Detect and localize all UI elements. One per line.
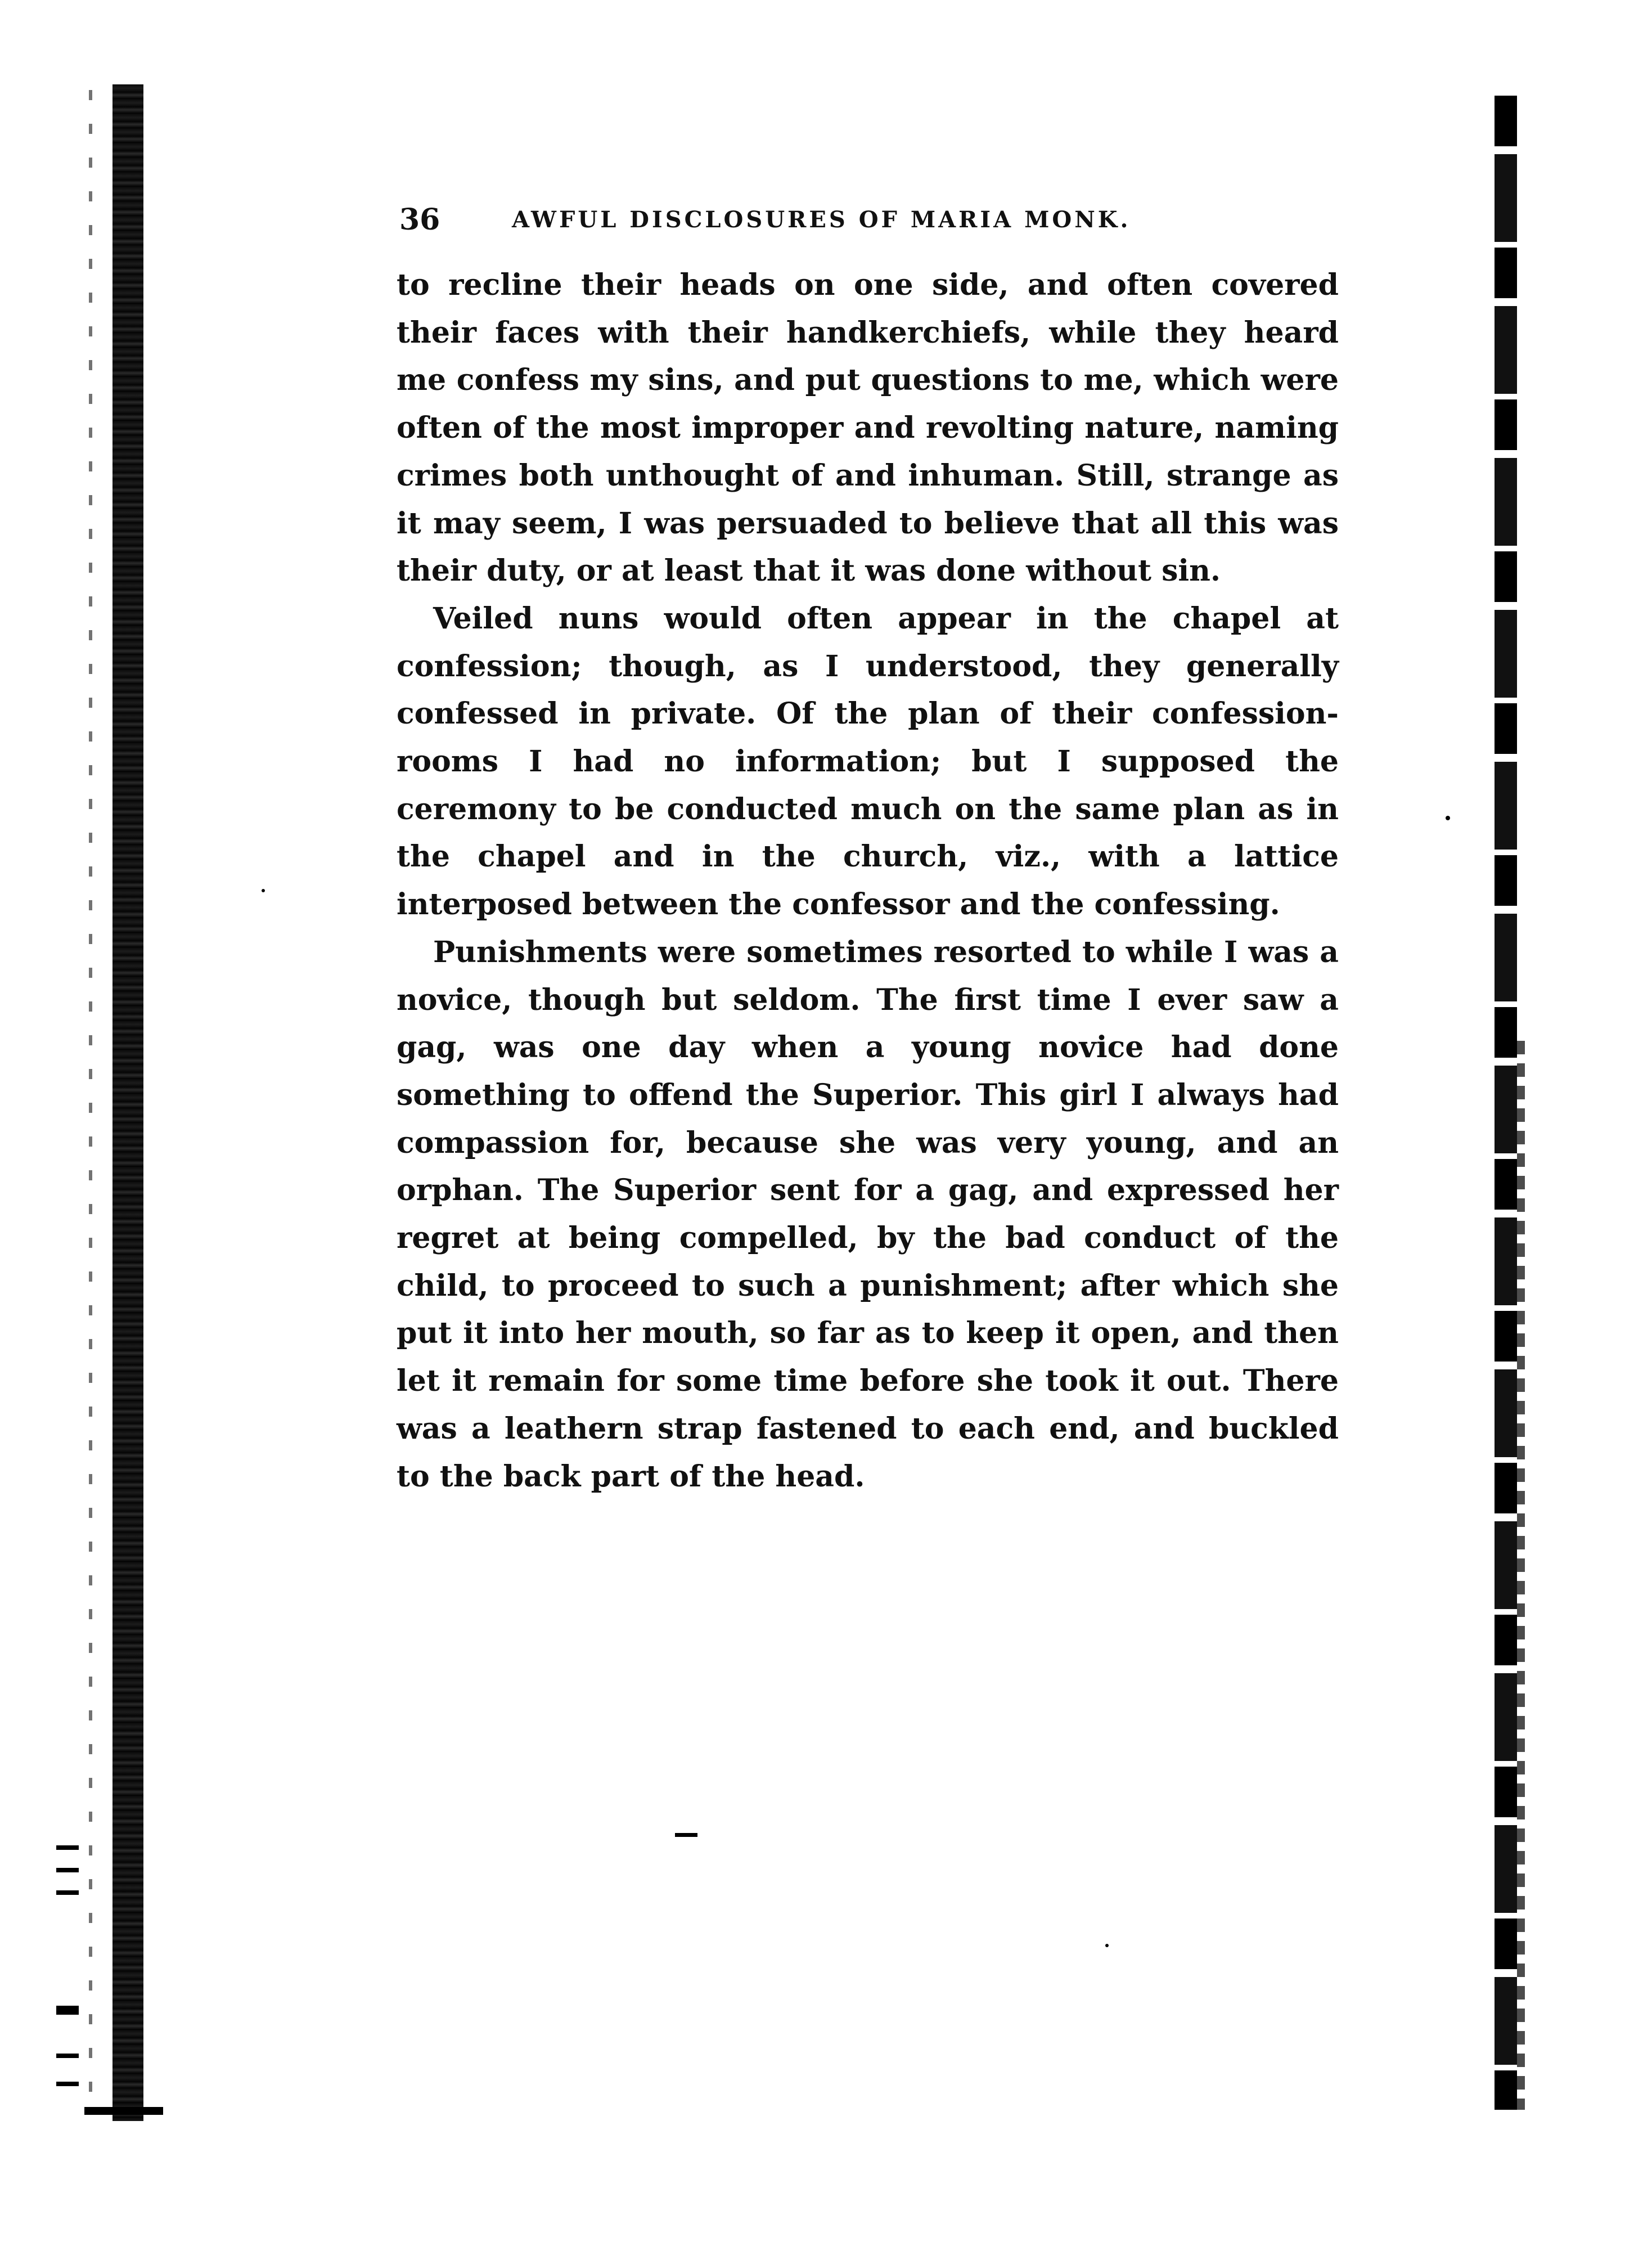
left-edge-base-mark bbox=[84, 2107, 163, 2115]
page-number: 36 bbox=[399, 202, 440, 237]
margin-tick bbox=[56, 2006, 79, 2015]
margin-tick bbox=[56, 1845, 79, 1850]
margin-tick bbox=[56, 2054, 79, 2058]
body-text bbox=[397, 262, 1339, 1500]
running-head bbox=[399, 203, 1356, 236]
paragraph: to recline their heads on one side, and often covered their faces with their handkerchiefs, while they heard me confess my sins, and put questions to me, which were often of the most improper and revolting nature, naming crimes both unthought of and inhuman. Still, strange as it may seem, I was persuaded to believe that all this was their duty, or at least that it was done without sin. bbox=[397, 268, 1339, 588]
running-title: AWFUL DISCLOSURES OF MARIA MONK. bbox=[512, 206, 1131, 233]
paragraph: Veiled nuns would often appear in the chapel at confession; though, as I understood, they generally confessed in private. Of the plan of their confession-rooms I had no information; but I supposed the ceremony to be conducted much on the same plan as in the chapel and in the church, viz., with a lattice interposed between the confessor and the confessing. bbox=[397, 601, 1339, 922]
margin-tick bbox=[56, 1890, 79, 1895]
scan-speck bbox=[1446, 816, 1450, 820]
margin-tick bbox=[675, 1833, 697, 1837]
scan-speck bbox=[1105, 1944, 1109, 1947]
left-margin-marks bbox=[89, 90, 92, 2115]
margin-tick bbox=[56, 1868, 79, 1872]
right-binding-edge bbox=[1495, 96, 1517, 2110]
scan-speck bbox=[262, 889, 265, 892]
margin-tick bbox=[56, 2082, 79, 2086]
left-binding-edge bbox=[112, 84, 143, 2121]
right-edge-specks bbox=[1517, 1041, 1525, 2110]
paragraph: Punishments were sometimes resorted to while I was a novice, though but seldom. The first time I ever saw a gag, was one day when a young novice had done something to offend the Superior. This girl I always had compassion for, because she was very young, and an orphan. The Superior sent for a gag, and expressed her regret at being compelled, by the bad conduct of the child, to proceed to such a punishment; after which she put it into her mouth, so far as to keep it open, and then let it remain for some time before she took it out. There was a leathern strap fastened to each end, and buckled to the back part of the head. bbox=[397, 934, 1339, 1494]
